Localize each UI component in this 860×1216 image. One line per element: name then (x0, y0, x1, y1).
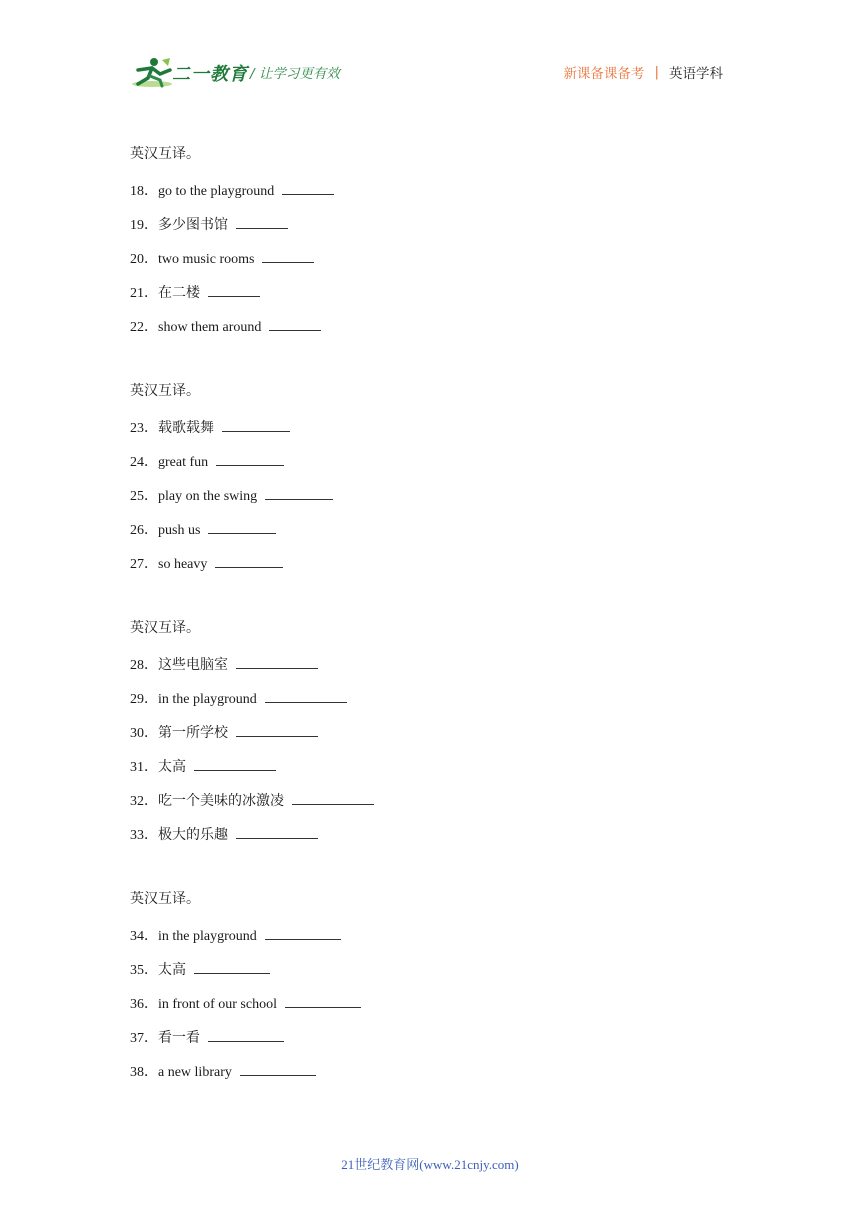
exercise-item (130, 824, 318, 845)
item-text: in the playground (158, 692, 257, 707)
answer-blank[interactable] (236, 654, 318, 669)
item-text: 太高 (158, 760, 186, 775)
item-text: so heavy (158, 557, 208, 572)
answer-blank[interactable] (216, 451, 284, 466)
item-text: 看一看 (158, 1031, 200, 1046)
item-number: 22． (130, 320, 158, 335)
item-number: 27． (130, 557, 158, 572)
item-number: 38． (130, 1065, 158, 1080)
answer-blank[interactable] (236, 214, 288, 229)
item-text: great fun (158, 455, 209, 470)
exercise-item (130, 925, 341, 946)
exercise-item (130, 722, 318, 743)
answer-blank[interactable] (208, 519, 276, 534)
item-text: 在二楼 (158, 286, 200, 301)
header-tag: 新课备课备考 (563, 66, 645, 82)
exercise-item (130, 1027, 284, 1048)
exercise-item (130, 790, 374, 811)
exercise-item (130, 417, 290, 438)
answer-blank[interactable] (285, 993, 361, 1008)
exercise-item (130, 248, 314, 269)
answer-blank[interactable] (265, 925, 341, 940)
item-text: 极大的乐趣 (158, 828, 228, 843)
item-text: in the playground (158, 929, 257, 944)
item-number: 18． (130, 184, 158, 199)
item-number: 36． (130, 997, 158, 1012)
item-text: 第一所学校 (158, 726, 228, 741)
item-number: 31． (130, 760, 158, 775)
answer-blank[interactable] (236, 824, 318, 839)
logo-text: 二一教育 (172, 64, 248, 85)
answer-blank[interactable] (265, 688, 347, 703)
item-number: 34． (130, 929, 158, 944)
item-text: 太高 (158, 963, 186, 978)
answer-blank[interactable] (222, 417, 290, 432)
answer-blank[interactable] (208, 282, 260, 297)
item-text: in front of our school (158, 997, 277, 1012)
answer-blank[interactable] (269, 316, 321, 331)
header-subject: 英语学科 (669, 66, 723, 82)
page-footer[interactable]: 21世纪教育网(www.21cnjy.com) (341, 1157, 519, 1172)
answer-blank[interactable] (236, 722, 318, 737)
item-text: two music rooms (158, 252, 255, 267)
item-text: 载歌载舞 (158, 421, 214, 436)
exercise-item (130, 316, 321, 337)
exercise-item (130, 214, 288, 235)
exercise-item (130, 553, 283, 574)
answer-blank[interactable] (194, 756, 276, 771)
item-number: 21． (130, 286, 158, 301)
item-number: 23． (130, 421, 158, 436)
item-text: go to the playground (158, 184, 275, 199)
item-number: 24． (130, 455, 158, 470)
exercise-item (130, 959, 270, 980)
item-number: 33． (130, 828, 158, 843)
item-number: 26． (130, 523, 158, 538)
item-number: 32． (130, 794, 158, 809)
section-title: 英汉互译。 (130, 621, 200, 636)
exercise-item (130, 993, 361, 1014)
answer-blank[interactable] (282, 180, 334, 195)
exercise-item (130, 654, 318, 675)
answer-blank[interactable] (194, 959, 270, 974)
page-header (0, 0, 860, 100)
item-number: 30． (130, 726, 158, 741)
section-title: 英汉互译。 (130, 147, 200, 162)
header-slogan: / 让学习更有效 (250, 66, 340, 82)
item-text: 这些电脑室 (158, 658, 228, 673)
item-number: 25． (130, 489, 158, 504)
exercise-item (130, 688, 347, 709)
exercise-item (130, 282, 260, 303)
exercise-item (130, 519, 276, 540)
item-text: 吃一个美味的冰激凌 (158, 794, 284, 809)
item-text: 多少图书馆 (158, 218, 228, 233)
answer-blank[interactable] (262, 248, 314, 263)
item-number: 28． (130, 658, 158, 673)
item-number: 20． (130, 252, 158, 267)
answer-blank[interactable] (265, 485, 333, 500)
item-text: push us (158, 523, 201, 538)
item-number: 37． (130, 1031, 158, 1046)
exercise-item (130, 756, 276, 777)
exercise-item (130, 451, 284, 472)
answer-blank[interactable] (208, 1027, 284, 1042)
item-number: 29． (130, 692, 158, 707)
exercise-item (130, 485, 333, 506)
item-number: 19． (130, 218, 158, 233)
answer-blank[interactable] (240, 1061, 316, 1076)
item-number: 35． (130, 963, 158, 978)
header-separator: | (654, 64, 659, 80)
exercise-item (130, 180, 334, 201)
answer-blank[interactable] (215, 553, 283, 568)
header-right (563, 62, 723, 82)
item-text: show them around (158, 320, 262, 335)
answer-blank[interactable] (292, 790, 374, 805)
section-title: 英汉互译。 (130, 892, 200, 907)
section-title: 英汉互译。 (130, 384, 200, 399)
item-text: a new library (158, 1065, 232, 1080)
exercise-item (130, 1061, 316, 1082)
item-text: play on the swing (158, 489, 258, 504)
